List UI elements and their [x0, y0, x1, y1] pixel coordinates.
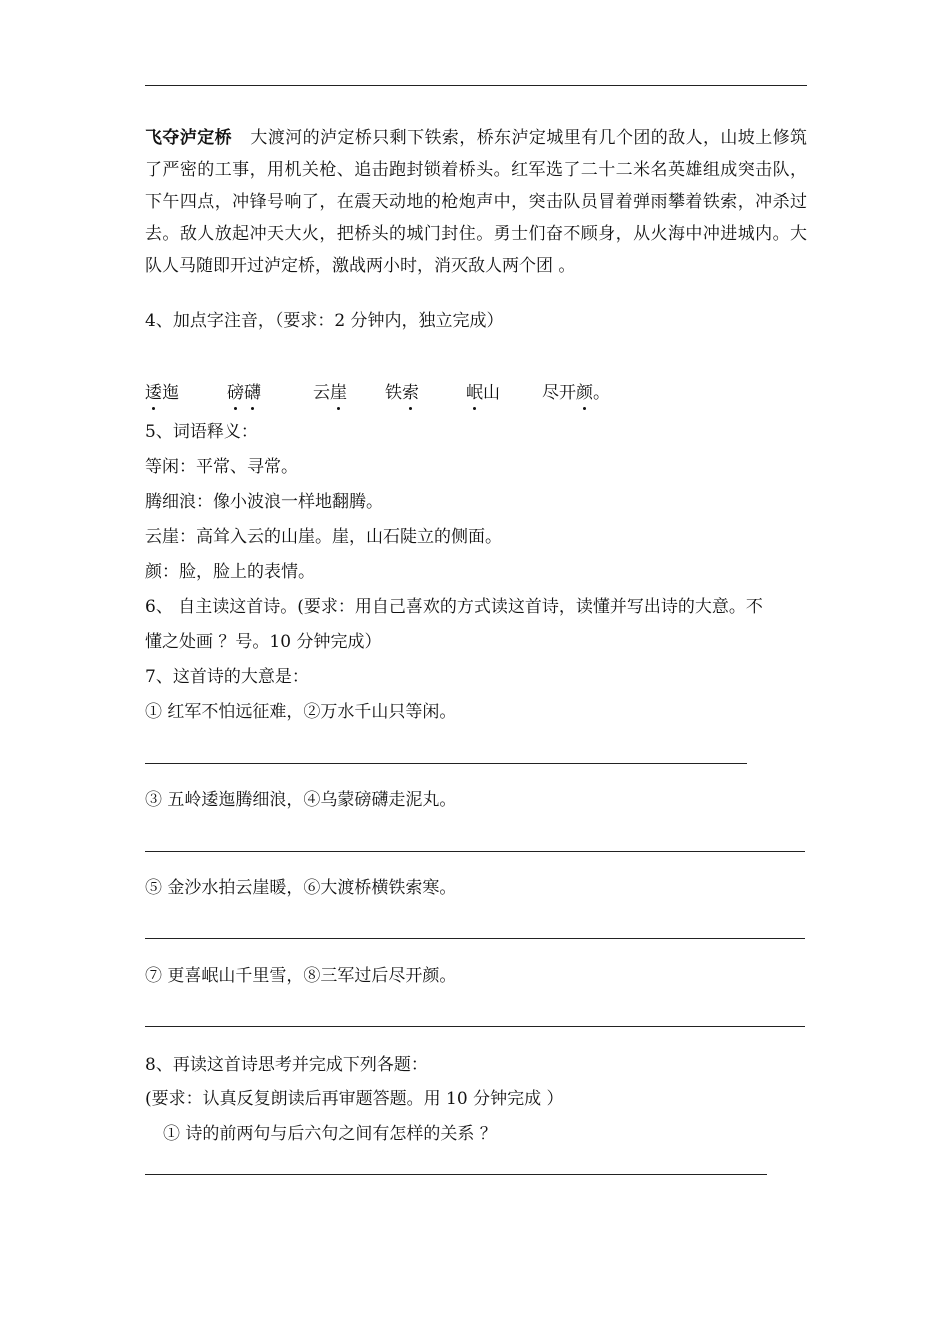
answer-line[interactable] — [145, 1174, 767, 1175]
q8-title: 8、再读这首诗思考并完成下列各题： — [145, 1055, 428, 1075]
q4-word-row — [145, 378, 807, 408]
q4-word-jinkaiyan: 尽开颜。 — [542, 378, 610, 403]
answer-line[interactable] — [145, 851, 805, 852]
story-paragraph — [145, 122, 807, 282]
story-body: 大渡河的泸定桥只剩下铁索，桥东泸定城里有几个团的敌人，山坡上修筑了严密的工事，用机关枪、追击跑封锁着桥头。红军选了二十二米名英雄组成突击队，下午四点，冲锋号响了，在震天动地的枪炮声中，突击队员冒着弹雨攀着铁索，冲杀过去。敌人放起冲天大火，把桥头的城门封住。勇士们奋不顾身，从火海中冲进城内。大队人马随即开过泸定桥，激战两小时，消灭敌人两个团 。 — [145, 128, 808, 276]
q4-word-tiesuo: 铁索 — [385, 378, 419, 403]
q5-item: 等闲：平常、寻常。 — [145, 457, 298, 477]
q8-requirement: (要求：认真反复朗读后再审题答题。用 10 分钟完成 ） — [145, 1089, 564, 1109]
q7-couplet: ③ 五岭逶迤腾细浪，④乌蒙磅礴走泥丸。 — [145, 790, 457, 810]
q6-line1: 6、 自主读这首诗。(要求：用自己喜欢的方式读这首诗，读懂并写出诗的大意。不 — [145, 597, 763, 617]
q5-title: 5、词语释义： — [145, 422, 258, 442]
q7-couplet: ⑤ 金沙水拍云崖暖，⑥大渡桥横铁索寒。 — [145, 878, 457, 898]
q4-title: 4、加点字注音，（要求：2 分钟内，独立完成） — [145, 311, 504, 331]
q6-line2: 懂之处画 ？号。10 分钟完成） — [145, 632, 382, 652]
q5-item: 腾细浪：像小波浪一样地翻腾。 — [145, 492, 383, 512]
q7-couplet: ⑦ 更喜岷山千里雪，⑧三军过后尽开颜。 — [145, 966, 457, 986]
answer-line[interactable] — [145, 938, 805, 939]
story-title: 飞夺泸定桥 — [145, 128, 233, 148]
q4-word-minshan: 岷山 — [466, 378, 500, 403]
answer-line[interactable] — [145, 763, 747, 764]
q4-word-pangbo: 磅礴 — [227, 378, 261, 403]
top-rule — [145, 85, 807, 86]
q4-word-weiyi: 逶迤 — [145, 378, 179, 403]
q7-title: 7、这首诗的大意是： — [145, 667, 309, 687]
q5-item: 颜：脸，脸上的表情。 — [145, 562, 315, 582]
q7-couplet: ① 红军不怕远征难，②万水千山只等闲。 — [145, 702, 457, 722]
q4-word-yunya: 云崖 — [313, 378, 347, 403]
q8-sub1: ① 诗的前两句与后六句之间有怎样的关系 ？ — [163, 1124, 497, 1144]
q5-item: 云崖：高耸入云的山崖。崖，山石陡立的侧面。 — [145, 527, 502, 547]
answer-line[interactable] — [145, 1026, 805, 1027]
